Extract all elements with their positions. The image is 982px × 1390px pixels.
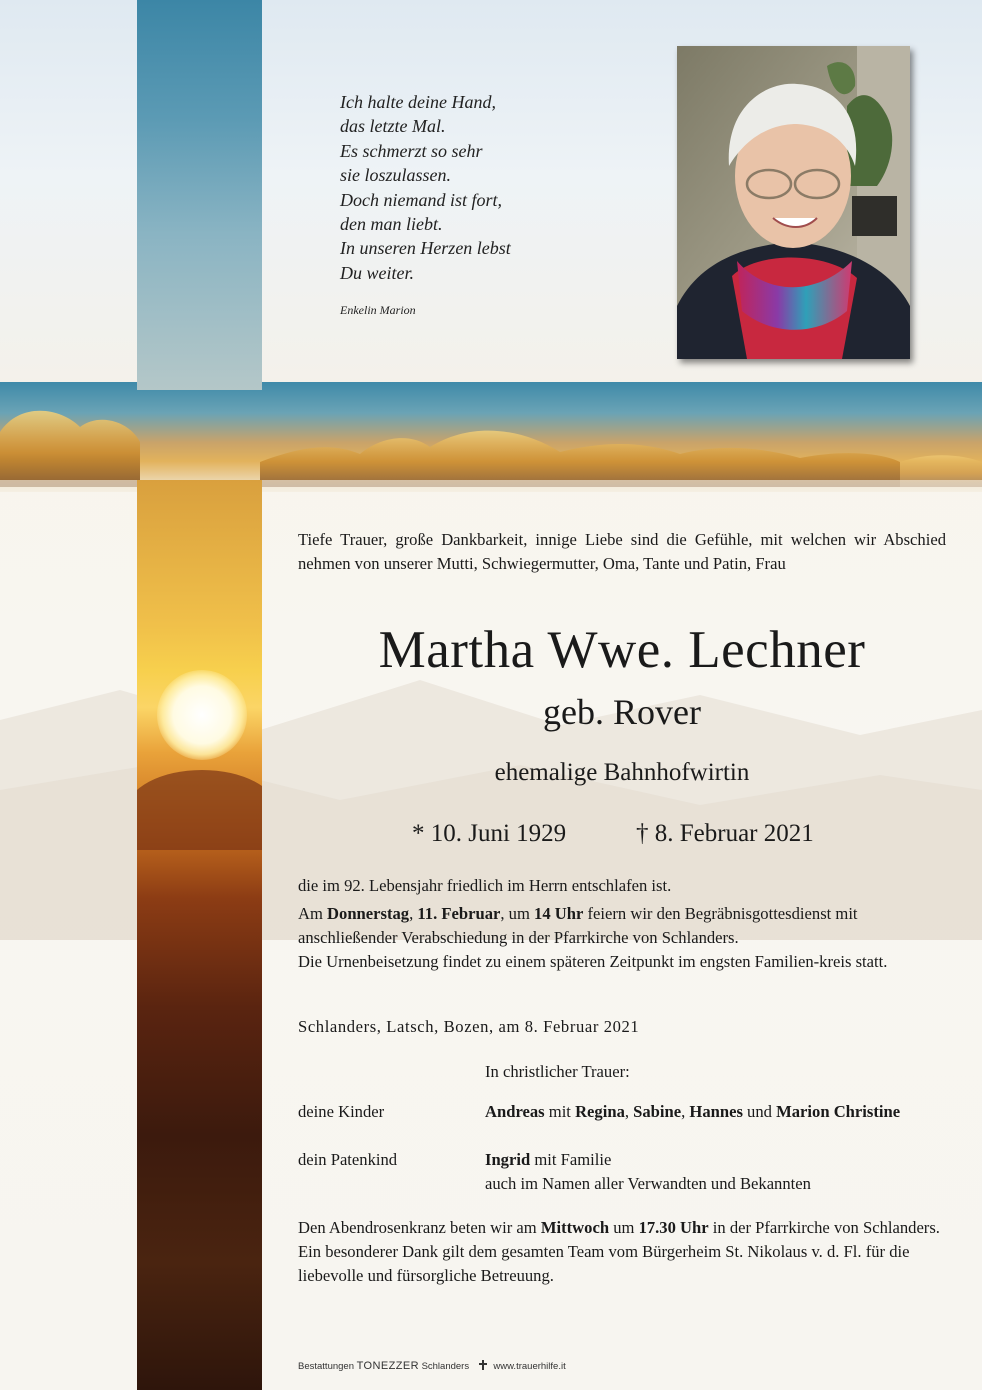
godchild-label: dein Patenkind xyxy=(298,1150,398,1169)
urn-text: Die Urnenbeisetzung findet zu einem späteren Zeitpunkt im engsten Familien-kreis statt. xyxy=(298,952,888,971)
deceased-name: Martha Wwe. Lechner xyxy=(378,621,866,679)
funeral-text-part: feiern wir den Begräbnisgottesdienst mit anschließender Verabschiedung in der Pfarrkirche von Schlanders. xyxy=(298,904,858,947)
place-date: Schlanders, Latsch, Bozen, am 8. Februar 2021 xyxy=(298,1017,640,1036)
child-name: Hannes xyxy=(689,1102,743,1121)
rosary-text xyxy=(298,1216,946,1288)
profession: ehemalige Bahnhofwirtin xyxy=(494,759,750,786)
poem-line: sie loszulassen. xyxy=(340,165,452,186)
poem-line: Doch niemand ist fort, xyxy=(340,189,502,210)
funeral-time: 14 Uhr xyxy=(534,904,584,923)
funeral-text-part: Am xyxy=(298,904,328,923)
birth-name: geb. Rover xyxy=(543,692,701,732)
poem-line: den man liebt. xyxy=(340,214,443,235)
rosary-text-part: in der Pfarrkirche von Schlanders. Ein besonderer Dank gilt dem gesamten Team vom Bürgerheim St. Nikolaus v. d. Fl. für die liebevolle und fürsorgliche Betreuung. xyxy=(298,1218,940,1285)
footer-brand: TONEZZER xyxy=(356,1360,419,1372)
relatives-note: auch im Namen aller Verwandten und Bekannten xyxy=(485,1174,811,1193)
cross-sunset-section xyxy=(137,480,262,1390)
funeral-day: Donnerstag xyxy=(327,904,410,923)
poem-author: Enkelin Marion xyxy=(340,303,416,317)
poem-line: In unseren Herzen lebst xyxy=(340,238,511,259)
poem-line: Ich halte deine Hand, xyxy=(340,92,496,112)
funeral-text-part: , xyxy=(409,904,418,923)
trauerhilfe-logo-icon xyxy=(478,1360,488,1370)
intro-text: Tiefe Trauer, große Dankbarkeit, innige Liebe sind die Gefühle, mit welchen wir Abschied nehmen von unserer Mutti, Schwiegermutter, Oma, Tante und Patin, Frau xyxy=(298,530,946,573)
godchild-rest: mit Familie xyxy=(530,1150,612,1169)
children-names xyxy=(485,1100,945,1124)
hill-silhouette xyxy=(137,770,262,850)
rosary-text-part: Den Abendrosenkranz beten wir am xyxy=(298,1218,541,1237)
names-sep: mit xyxy=(544,1102,576,1121)
mourning-heading: In christlicher Trauer: xyxy=(485,1062,630,1081)
rosary-time: 17.30 Uhr xyxy=(638,1218,709,1237)
names-sep: , xyxy=(681,1102,690,1121)
cross-vertical-beam xyxy=(137,0,262,1390)
rosary-text-part: um xyxy=(609,1218,639,1237)
footer-town: Schlanders xyxy=(421,1361,470,1372)
funeral-text xyxy=(298,902,946,974)
poem-line: Es schmerzt so sehr xyxy=(340,140,483,161)
poem xyxy=(340,90,511,285)
names-sep: und xyxy=(742,1102,777,1121)
godchild-name: Ingrid xyxy=(485,1150,531,1169)
death-date: † 8. Februar 2021 xyxy=(636,820,814,847)
poem-line: Du weiter. xyxy=(340,262,414,283)
child-name: Marion Christine xyxy=(776,1102,901,1121)
footer xyxy=(298,1360,566,1372)
children-label: deine Kinder xyxy=(298,1102,385,1121)
rosary-day: Mittwoch xyxy=(540,1218,610,1237)
footer-prefix: Bestattungen xyxy=(298,1361,354,1372)
cross-horizontal-beam xyxy=(0,382,982,480)
footer-url[interactable]: www.trauerhilfe.it xyxy=(493,1361,566,1372)
portrait-photo xyxy=(677,46,910,359)
child-name: Andreas xyxy=(485,1102,545,1121)
child-name: Sabine xyxy=(633,1102,682,1121)
child-name: Regina xyxy=(575,1102,625,1121)
cross-sky-section xyxy=(137,0,262,390)
funeral-date: 11. Februar xyxy=(417,904,501,923)
godchild-names xyxy=(485,1148,945,1172)
names-sep: , xyxy=(624,1102,634,1121)
funeral-text-part: , um xyxy=(500,904,535,923)
passing-text: die im 92. Lebensjahr friedlich im Herrn entschlafen ist. xyxy=(298,876,672,895)
poem-line: das letzte Mal. xyxy=(340,116,446,137)
birth-date: * 10. Juni 1929 xyxy=(412,820,567,847)
sun-icon xyxy=(157,670,247,760)
portrait-illustration xyxy=(677,46,910,359)
